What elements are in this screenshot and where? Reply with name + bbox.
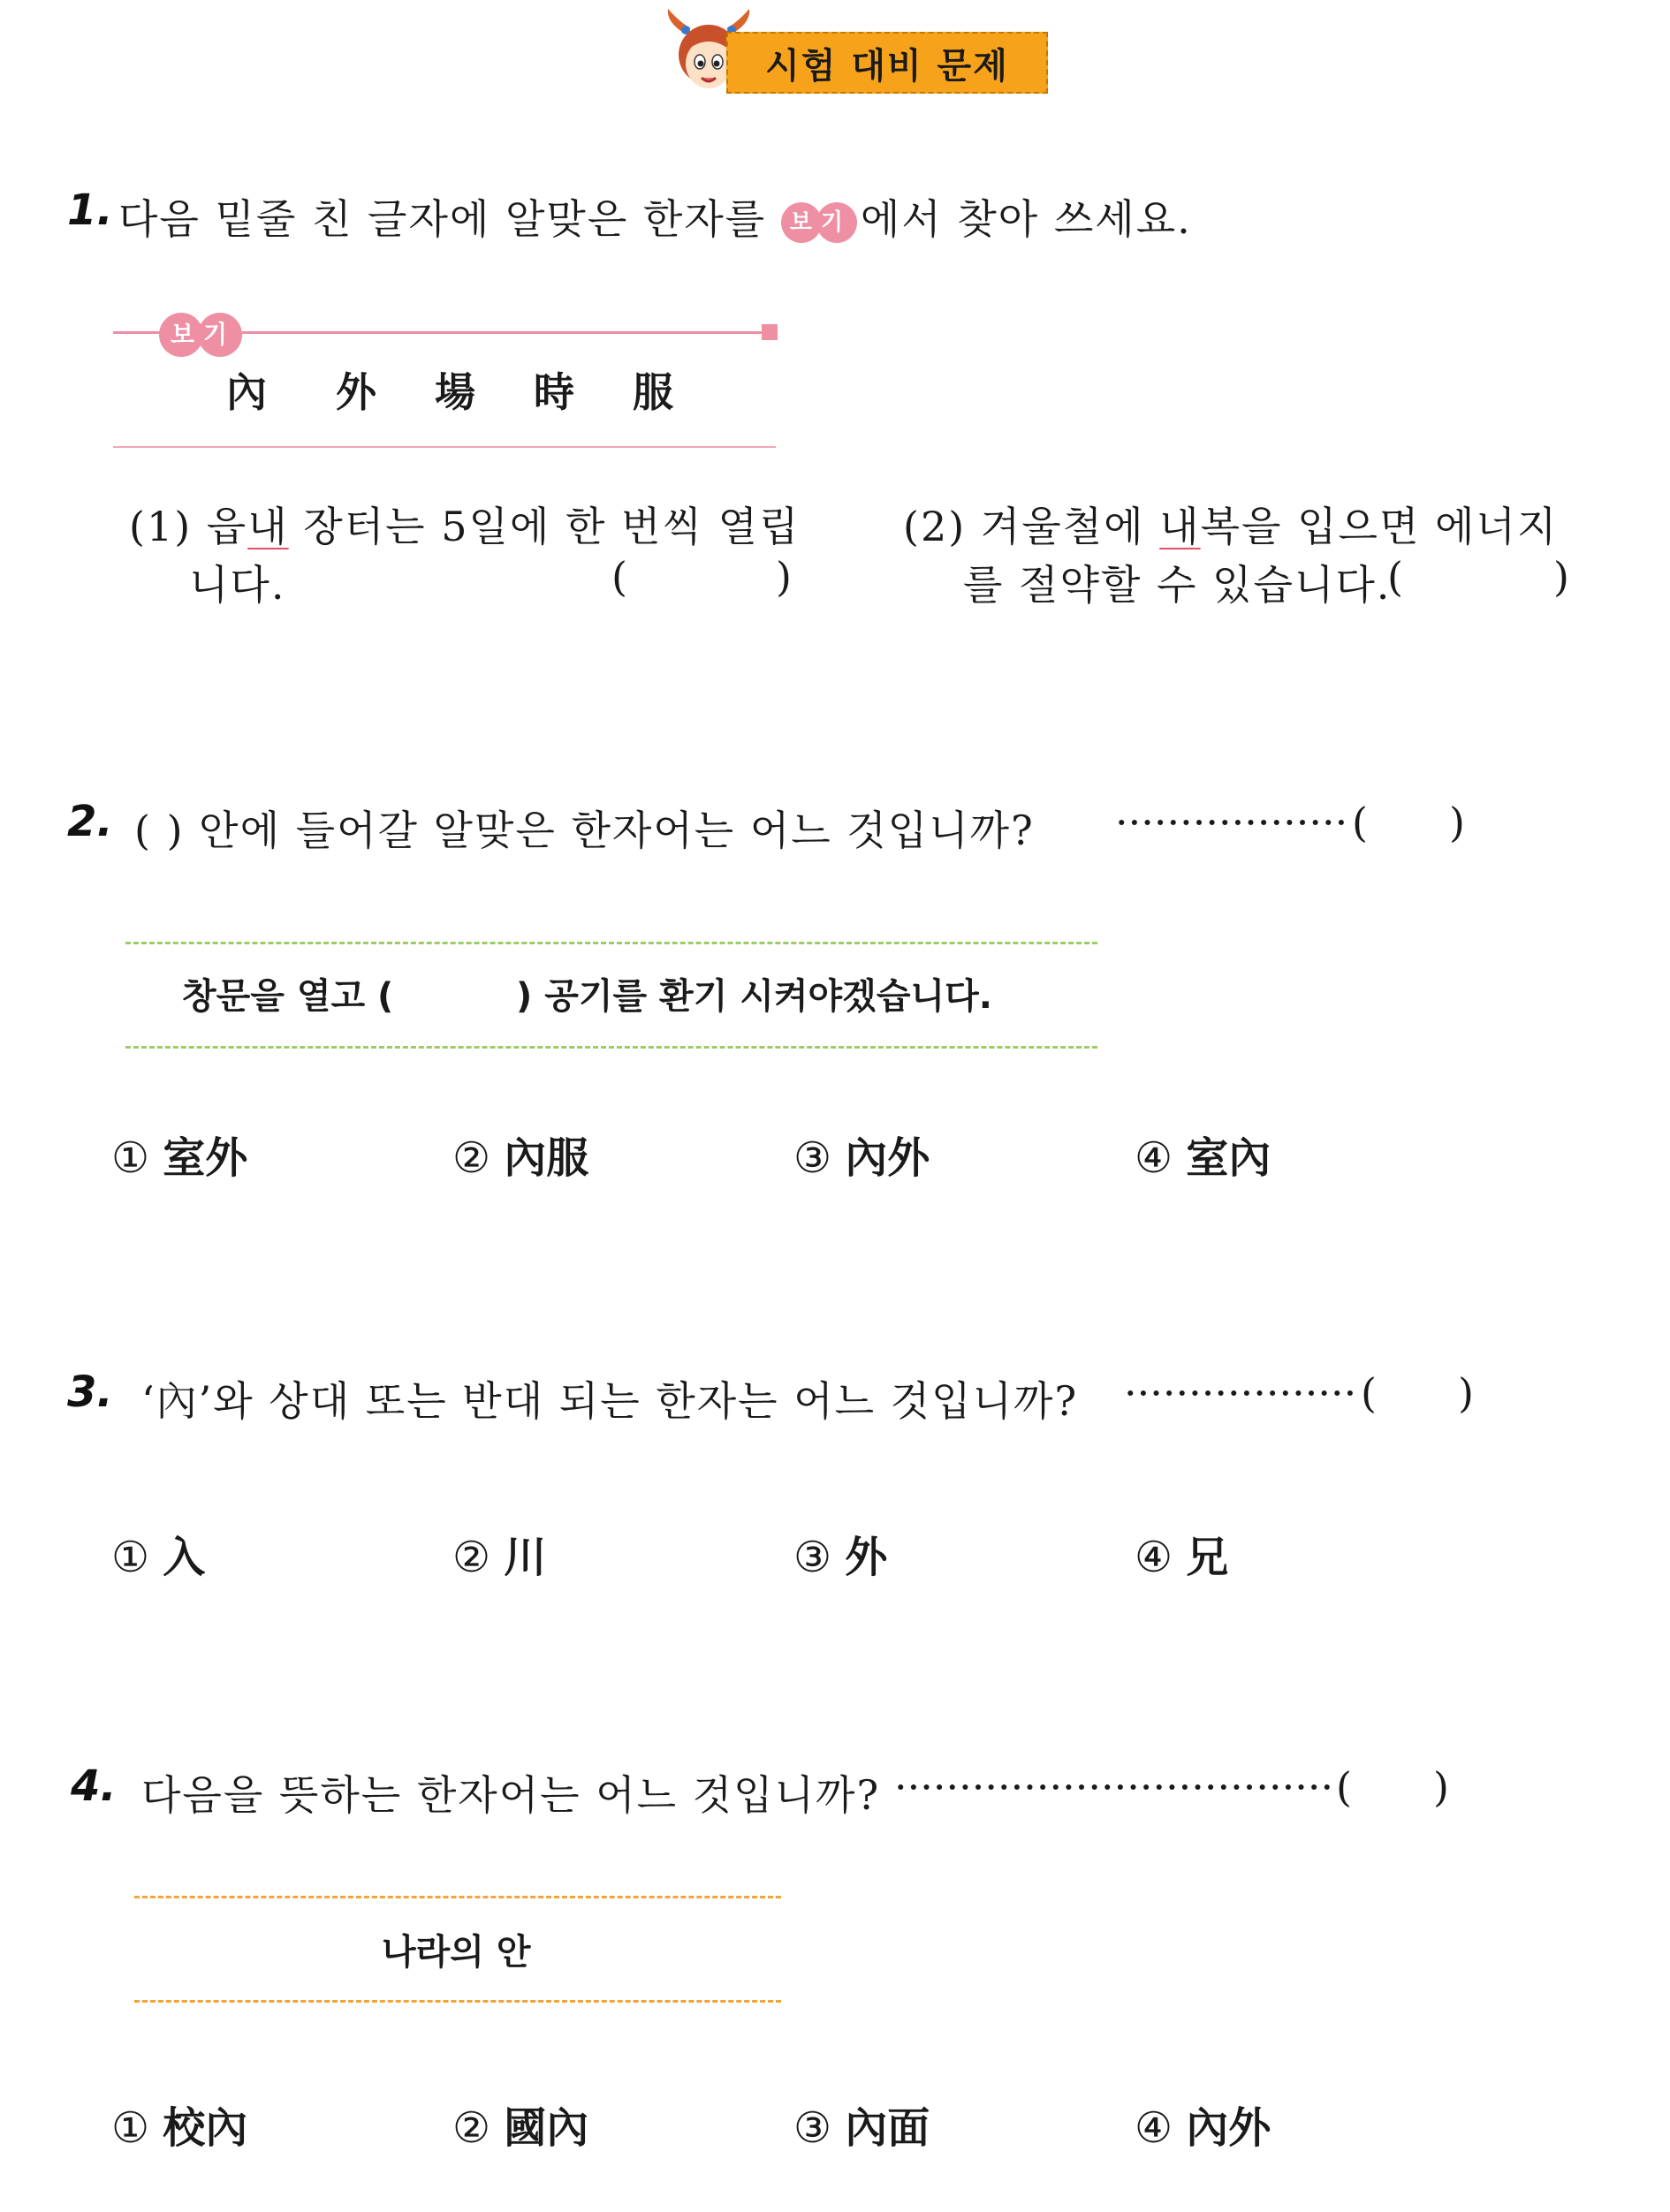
q2-choice-1[interactable]: ① 室外 (111, 1133, 248, 1183)
q4-box-text: 나라의 안 (382, 1932, 531, 1973)
q1-sub1-number: (1) (129, 503, 193, 550)
bogi-hanja-5: 服 (633, 368, 673, 416)
question-2-text: ( ) 안에 들어갈 알맞은 한자어는 어느 것입니까? (134, 807, 1035, 854)
bogi-label-badge: 보기 (159, 313, 247, 357)
question-3-answer-close: ) (1458, 1369, 1476, 1417)
question-3-number: 3. (67, 1367, 113, 1417)
question-2-leader-dots: ·················· (1115, 799, 1348, 846)
question-4-number: 4. (71, 1761, 117, 1811)
q1-sub1-underlined: 내 (247, 503, 289, 550)
question-3-leader-dots: ·················· (1124, 1369, 1357, 1417)
question-4-answer-close: ) (1433, 1763, 1451, 1811)
q4-choice-2[interactable]: ② 國內 (452, 2103, 589, 2153)
q1-sub1-line1: (1) 읍내 장터는 5일에 한 번씩 열립 (129, 503, 801, 550)
q1-sub2-answer-open[interactable]: ( (1387, 553, 1405, 601)
question-4-text: 다음을 뜻하는 한자어는 어느 것입니까? (141, 1771, 881, 1819)
q2-choice-4[interactable]: ④ 室內 (1135, 1133, 1271, 1183)
bogi-line-end-marker (762, 324, 778, 340)
q3-choice-4[interactable]: ④ 兄 (1135, 1533, 1229, 1582)
bogi-hanja-3: 場 (435, 368, 475, 416)
q1-sub1-answer-close: ) (776, 553, 793, 601)
bogi-hanja-4: 時 (534, 368, 574, 416)
question-2-answer-close: ) (1449, 799, 1467, 846)
question-2-number: 2. (67, 797, 113, 846)
q4-box-bottom-dash (134, 2000, 781, 2003)
q2-box-top-dash (125, 942, 1097, 944)
q1-sub1-answer-open[interactable]: ( (611, 553, 629, 601)
q1-sub2-line1: (2) 겨울철에 내복을 입으면 에너지 (903, 503, 1559, 550)
q4-choice-4[interactable]: ④ 內外 (1135, 2103, 1271, 2153)
q2-box-text-a: 창문을 열고 ( (182, 976, 394, 1017)
question-4-leader-dots: ·································· (894, 1763, 1334, 1811)
q1-sub2-answer-close: ) (1553, 553, 1571, 601)
q2-box-bottom-dash (125, 1046, 1097, 1049)
question-1-text-after: 에서 찾아 쓰세요. (860, 195, 1192, 243)
bogi-bottom-line (113, 446, 776, 448)
q2-box-text-b: ) 공기를 환기 시켜야겠습니다. (516, 976, 992, 1017)
q3-choice-1[interactable]: ① 入 (111, 1533, 206, 1582)
q2-choice-2[interactable]: ② 內服 (452, 1133, 589, 1183)
q1-sub2-underlined: 내 (1159, 503, 1201, 550)
q3-choice-3[interactable]: ③ 外 (793, 1533, 888, 1582)
q1-sub2-number: (2) (903, 503, 967, 550)
question-3-text: ‘內’와 상대 또는 반대 되는 한자는 어느 것입니까? (141, 1377, 1079, 1425)
q4-box-top-dash (134, 1896, 781, 1898)
q1-sub2-line2: 를 절약할 수 있습니다. (963, 561, 1392, 609)
q4-choice-3[interactable]: ③ 內面 (793, 2103, 930, 2153)
q1-sub1-line2: 니다. (189, 561, 286, 609)
question-4-answer-open[interactable]: ( (1336, 1763, 1354, 1811)
q2-choice-3[interactable]: ③ 內外 (793, 1133, 930, 1183)
question-3-answer-open[interactable]: ( (1361, 1369, 1378, 1417)
question-2-answer-open[interactable]: ( (1352, 799, 1370, 846)
q4-choice-1[interactable]: ① 校內 (111, 2103, 248, 2153)
page-title: 시험 대비 문제 (726, 32, 1048, 94)
bogi-hanja-2: 外 (336, 368, 376, 416)
question-1-text-before: 다음 밑줄 친 글자에 알맞은 한자를 (118, 195, 767, 243)
q3-choice-2[interactable]: ② 川 (452, 1533, 547, 1582)
bogi-hanja-1: 內 (226, 368, 267, 416)
question-1-text (118, 187, 1192, 246)
bogi-badge-inline: 보기 (781, 202, 861, 243)
question-1-number: 1. (67, 186, 113, 235)
